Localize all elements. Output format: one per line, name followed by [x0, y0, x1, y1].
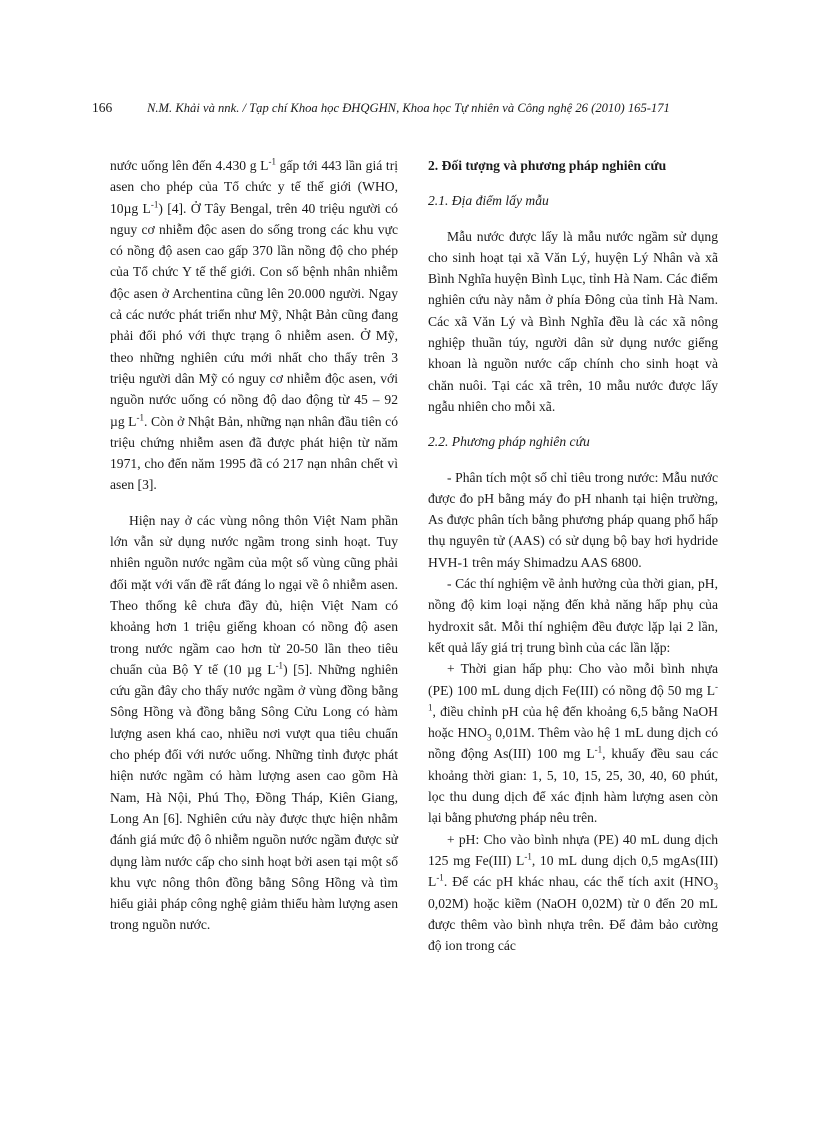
- running-header: [92, 100, 732, 116]
- paragraph-adsorption-time: + Thời gian hấp phụ: Cho vào mỗi bình nhựa (PE) 100 mL dung dịch Fe(III) có nồng độ 50 mg $L^{-1}$, điều chỉnh pH của hệ đến khoảng 6,5 bằng NaOH hoặc $HNO_3$ 0,01M. Thêm vào hệ 1 mL dung dịch có nồng động As(III) 100 mg $L^{-1}$, khuấy đều sau các khoảng thời gian: 1, 5, 10, 15, 25, 30, 40, 60 phút, lọc thu dung dịch để xác định hàm lượng asen còn lại bằng phương pháp nêu trên.: [428, 661, 719, 826]
- subsection-title-methods: 2.2. Phương pháp nghiên cứu: [428, 434, 590, 450]
- paragraph-experiments: - Các thí nghiệm về ảnh hưởng của thời gian, pH, nồng độ kim loại nặng đến khả năng hấp phụ của hydroxit sắt. Mỗi thí nghiệm đều được lặp lại 2 lần, kết quả lấy giá trị trung bình của các lần lặp:: [428, 576, 718, 655]
- paragraph-arsenic-worldwide: nước uống lên đến 4.430 g $L^{-1}$ gấp tới 443 lần giá trị asen cho phép của Tổ chức y tế thế giới (WHO, 10µg $L^{-1}$) [4]. Ở Tây Bengal, trên 40 triệu người có nguy cơ nhiễm độc asen do sống trong các khu vực có nồng độ asen cao gấp 370 lần nồng độ cho phép của Tổ chức Y tế thế giới. Con số bệnh nhân nhiễm độc asen ở Archentina cũng lên 20.000 người. Ngay cả các nước phát triển như Mỹ, Nhật Bản cũng đang phải đối phó với thực trạng ô nhiễm asen. Ở Mỹ, theo những nghiên cứu mới nhất cho thấy trên 3 triệu người dân Mỹ có nguy cơ nhiễm độc asen, với nguồn nước uống có nồng độ dao động từ 45 – 92 µg $L^{-1}$. Còn ở Nhật Bản, những nạn nhân đầu tiên có triệu chứng nhiễm asen đã được phát hiện từ năm 1971, cho đến năm 1995 đã có 217 nạn nhân chết vì asen [3].: [110, 156, 398, 493]
- right-column: [428, 155, 718, 956]
- page-number: 166: [92, 100, 113, 115]
- running-title: N.M. Khải và nnk. / Tạp chí Khoa học ĐHQGHN, Khoa học Tự nhiên và Công nghệ 26 (2010) 165-171: [147, 101, 670, 115]
- left-column: [110, 155, 398, 936]
- paragraph-ph-experiment: + pH: Cho vào bình nhựa (PE) 40 mL dung dịch 125 mg Fe(III) $L^{-1}$, 10 mL dung dịch 0,5 mgAs(III) $L^{-1}$. Để các pH khác nhau, các thể tích axit ($HNO_3$ 0,02M) hoặc kiềm (NaOH 0,02M) từ 0 đến 20 mL được thêm vào bình nhựa trên. Để đảm bảo cường độ ion trong các: [428, 831, 718, 954]
- section-title: 2. Đối tượng và phương pháp nghiên cứu: [428, 158, 667, 173]
- paragraph-analysis: - Phân tích một số chỉ tiêu trong nước: Mẫu nước được đo pH bằng máy đo pH nhanh tại hiện trường, As được phân tích bằng phương pháp quang phổ hấp thụ nguyên tử (AAS) có sử dụng bộ bay hơi hydride HVH-1 trên máy Shimadzu AAS 6800.: [428, 469, 718, 570]
- subsection-title-sampling: 2.1. Địa điểm lấy mẫu: [428, 193, 549, 209]
- paragraph-sampling-site: Mẫu nước được lấy là mẫu nước ngầm sử dụng cho sinh hoạt tại xã Văn Lý, huyện Lý Nhân và xã Bình Nghĩa huyện Bình Lục, tỉnh Hà Nam. Các điểm nghiên cứu này nằm ở phía Đông của tỉnh Hà Nam. Các xã Văn Lý và Bình Nghĩa đều là các xã nông nghiệp thuần túy, người dân sử dụng nước giếng khoan là nguồn nước cấp chính cho sinh hoạt và chăn nuôi. Tại các xã trên, 10 mẫu nước được lấy ngẫu nhiên cho mỗi xã.: [428, 228, 718, 414]
- paragraph-vietnam-situation: Hiện nay ở các vùng nông thôn Việt Nam phần lớn vẫn sử dụng nước ngầm trong sinh hoạt. Tuy nhiên nguồn nước ngầm của một số vùng cũng phải đối mặt với vấn đề rất đáng lo ngại về ô nhiễm asen. Theo thống kê chưa đầy đủ, hiện Việt Nam có khoảng hơn 1 triệu giếng khoan có nồng độ asen trong nước ngầm cao hơn từ 20-50 lần theo tiêu chuẩn của Bộ Y tế (10 µg $L^{-1}$) [5]. Những nghiên cứu gần đây cho thấy nước ngầm ở vùng đồng bằng Sông Hồng và đồng bằng Sông Cửu Long có hàm lượng asen khá cao, nhiều nơi vượt qua tiêu chuẩn cho phép đối với nước uống. Những tỉnh được phát hiện nước ngầm có hàm lượng asen cao gồm Hà Nam, Hà Nội, Phú Thọ, Đồng Tháp, Kiên Giang, Long An [6]. Nghiên cứu này được thực hiện nhằm đánh giá mức độ ô nhiễm nguồn nước ngầm được sử dụng làm nước cấp cho sinh hoạt bởi asen tại một số khu vực nông thôn đồng bằng Sông Hồng và tìm hiểu giải pháp công nghệ giảm thiểu hàm lượng asen trong nguồn nước.: [110, 512, 398, 933]
